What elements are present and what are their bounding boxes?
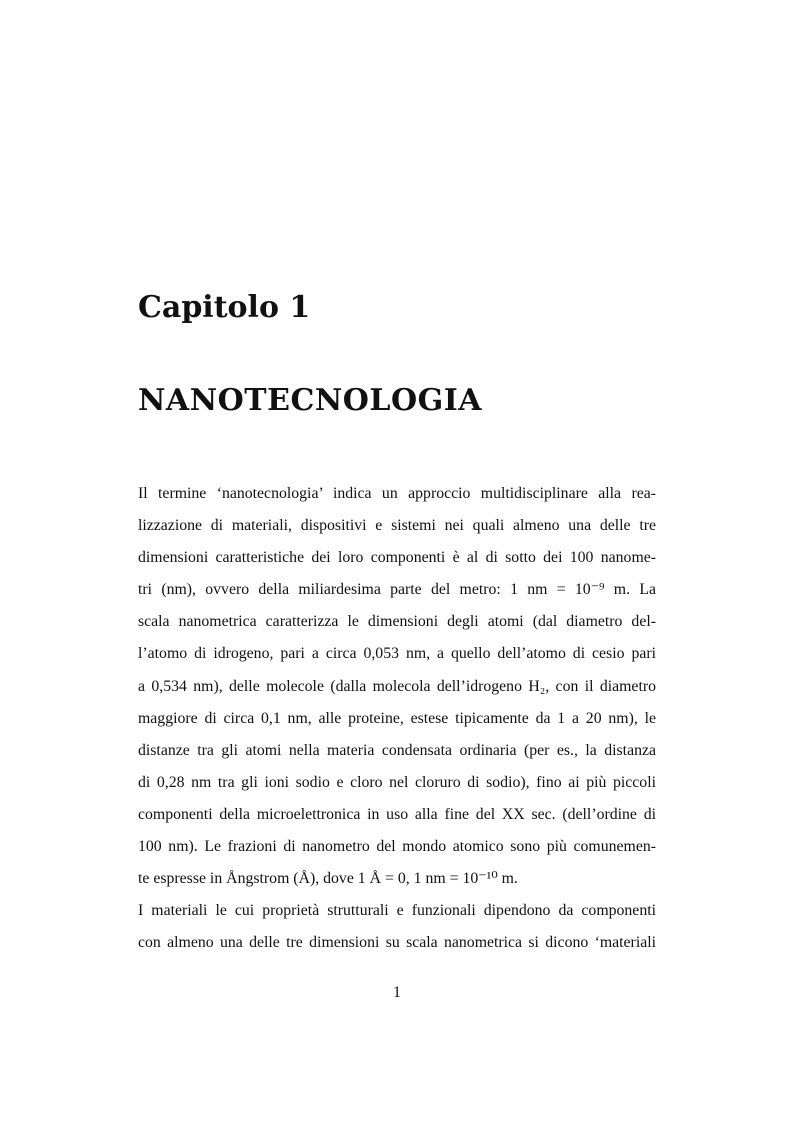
body-line: componenti della microelettronica in uso alla fine del XX sec. (dell’ordine di — [138, 805, 656, 823]
body-line: 100 nm). Le frazioni di nanometro del mondo atomico sono più comunemen- — [138, 838, 656, 856]
body-line: te espresse in Ångstrom (Å), dove 1 Å = 0, 1 nm = 10⁻¹⁰ m. — [138, 870, 518, 888]
body-text — [138, 478, 656, 959]
body-line: maggiore di circa 0,1 nm, alle proteine, estese tipicamente da 1 a 20 nm), le — [138, 709, 656, 727]
body-line: Il termine ‘nanotecnologia’ indica un approccio multidisciplinare alla rea- — [138, 485, 656, 502]
body-line: I materiali le cui proprietà strutturali e funzionali dipendono da componenti — [138, 902, 656, 920]
body-line: scala nanometrica caratterizza le dimensioni degli atomi (dal diametro del- — [138, 613, 656, 631]
body-line: di 0,28 nm tra gli ioni sodio e cloro nel cloruro di sodio), fino ai più piccoli — [138, 773, 656, 791]
body-line: distanze tra gli atomi nella materia condensata ordinaria (per es., la distanza — [138, 741, 656, 759]
body-line: lizzazione di materiali, dispositivi e sistemi nei quali almeno una delle tre — [138, 517, 656, 535]
page-number: 1 — [393, 984, 401, 1001]
chapter-title: NANOTECNOLOGIA — [138, 383, 483, 418]
body-line: con almeno una delle tre dimensioni su scala nanometrica si dicono ‘materiali — [138, 934, 656, 952]
chapter-label: Capitolo 1 — [138, 290, 311, 325]
body-line: l’atomo di idrogeno, pari a circa 0,053 nm, a quello dell’atomo di cesio pari — [138, 645, 656, 663]
body-line: a 0,534 nm), delle molecole (dalla molecola dell’idrogeno H₂, con il diametro — [138, 677, 656, 695]
body-line: dimensioni caratteristiche dei loro componenti è al di sotto dei 100 nanome- — [138, 549, 656, 567]
body-line: tri (nm), ovvero della miliardesima parte del metro: 1 nm = 10⁻⁹ m. La — [138, 581, 656, 599]
